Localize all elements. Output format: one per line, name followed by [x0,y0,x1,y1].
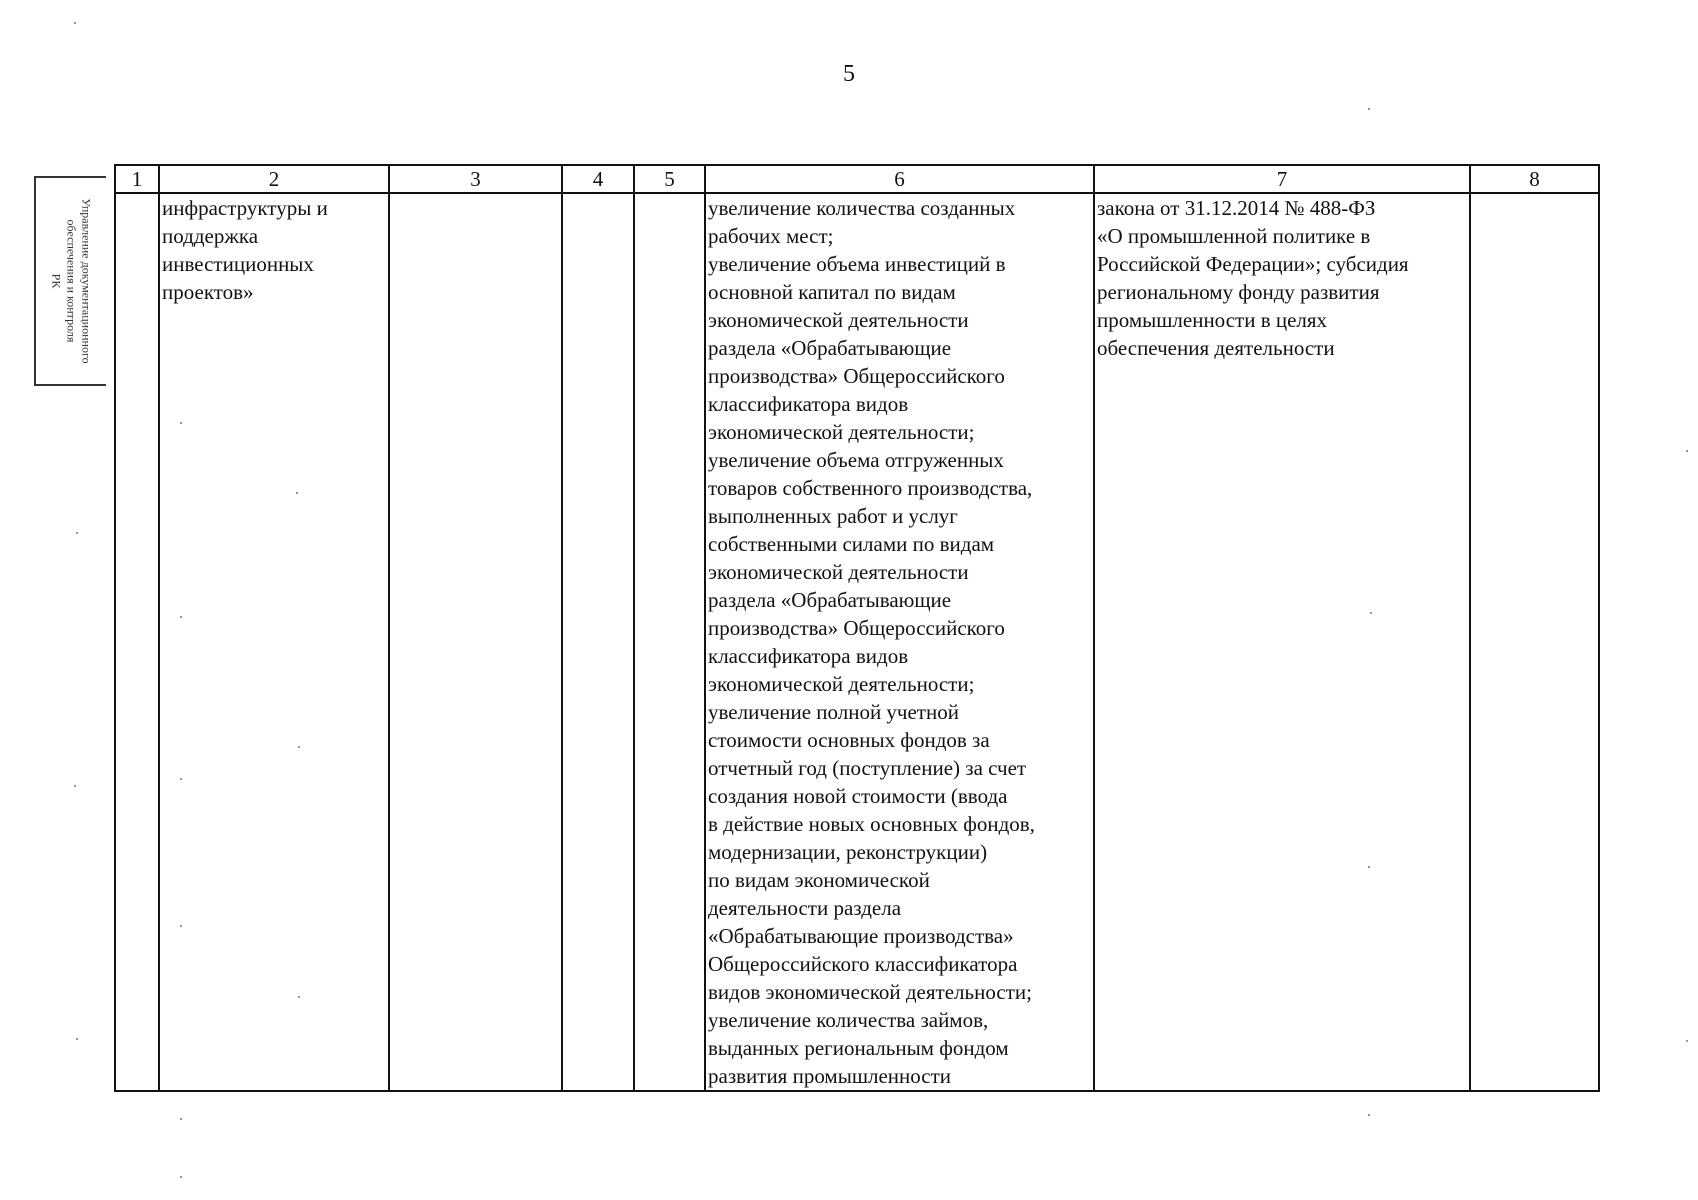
scan-speck [180,422,182,424]
cell-col-6 [705,193,1094,1091]
scan-speck [180,1176,182,1178]
cell-col-2 [159,193,389,1091]
program-table [114,164,1600,1092]
scan-speck [180,778,182,780]
scan-speck [76,532,78,534]
scan-speck [1686,450,1688,452]
column-header-6: 6 [705,165,1094,193]
cell-col-1 [115,193,159,1091]
scan-speck [180,616,182,618]
scan-speck [180,1118,182,1120]
cell-col-3 [389,193,562,1091]
scan-speck [74,22,76,24]
column-header-3: 3 [389,165,562,193]
program-name-text: инфраструктуры и поддержка инвестиционных проектов» [162,196,328,304]
column-header-4: 4 [562,165,634,193]
column-header-7: 7 [1094,165,1470,193]
scan-speck [1368,1114,1370,1116]
column-header-2: 2 [159,165,389,193]
scan-speck [296,492,298,494]
legal-basis-text: закона от 31.12.2014 № 488-ФЗ «О промышленной политике в Российской Федерации»; субсидия региональному фонду развития промышленности в целях обеспечения деятельности [1097,196,1409,360]
cell-col-7 [1094,193,1470,1091]
table-row [115,193,1599,1091]
table-header-row [115,165,1599,193]
column-header-8: 8 [1470,165,1599,193]
scan-speck [298,996,300,998]
indicators-text: увеличение количества созданных рабочих мест; увеличение объема инвестиций в основной капитал по видам экономической деятельности раздела «Обрабатывающие производства» Общероссийского классификатора видов экономической деятельности; увеличение объема отгруженных товаров собственного производства, выполненных работ и услуг собственными силами по видам экономической деятельности раздела «Обрабатывающие производства» Общероссийского классификатора видов экономической деятельности; увеличение полной учетной стоимости основных фондов за отчетный год (поступление) за счет создания новой стоимости (ввода в действие новых основных фондов, модернизации, реконструкции) по видам экономической деятельности раздела «Обрабатывающие производства» Общероссийского классификатора видов экономической деятельности; увеличение количества займов, выданных региональным фондом развития промышленности [708,196,1035,1088]
scan-speck [1686,1040,1688,1042]
cell-col-4 [562,193,634,1091]
cell-col-5 [634,193,705,1091]
document-control-stamp [34,176,106,386]
scan-speck [76,1038,78,1040]
page-number: 5 [843,61,855,87]
scan-speck [1370,612,1372,614]
scan-speck [180,925,182,927]
scan-speck [74,785,76,787]
scan-speck [1368,108,1370,110]
stamp-text: Управление документационного обеспечения и контроля РК [49,198,94,364]
scan-speck [1368,866,1370,868]
scan-speck [298,746,300,748]
column-header-1: 1 [115,165,159,193]
column-header-5: 5 [634,165,705,193]
cell-col-8 [1470,193,1599,1091]
